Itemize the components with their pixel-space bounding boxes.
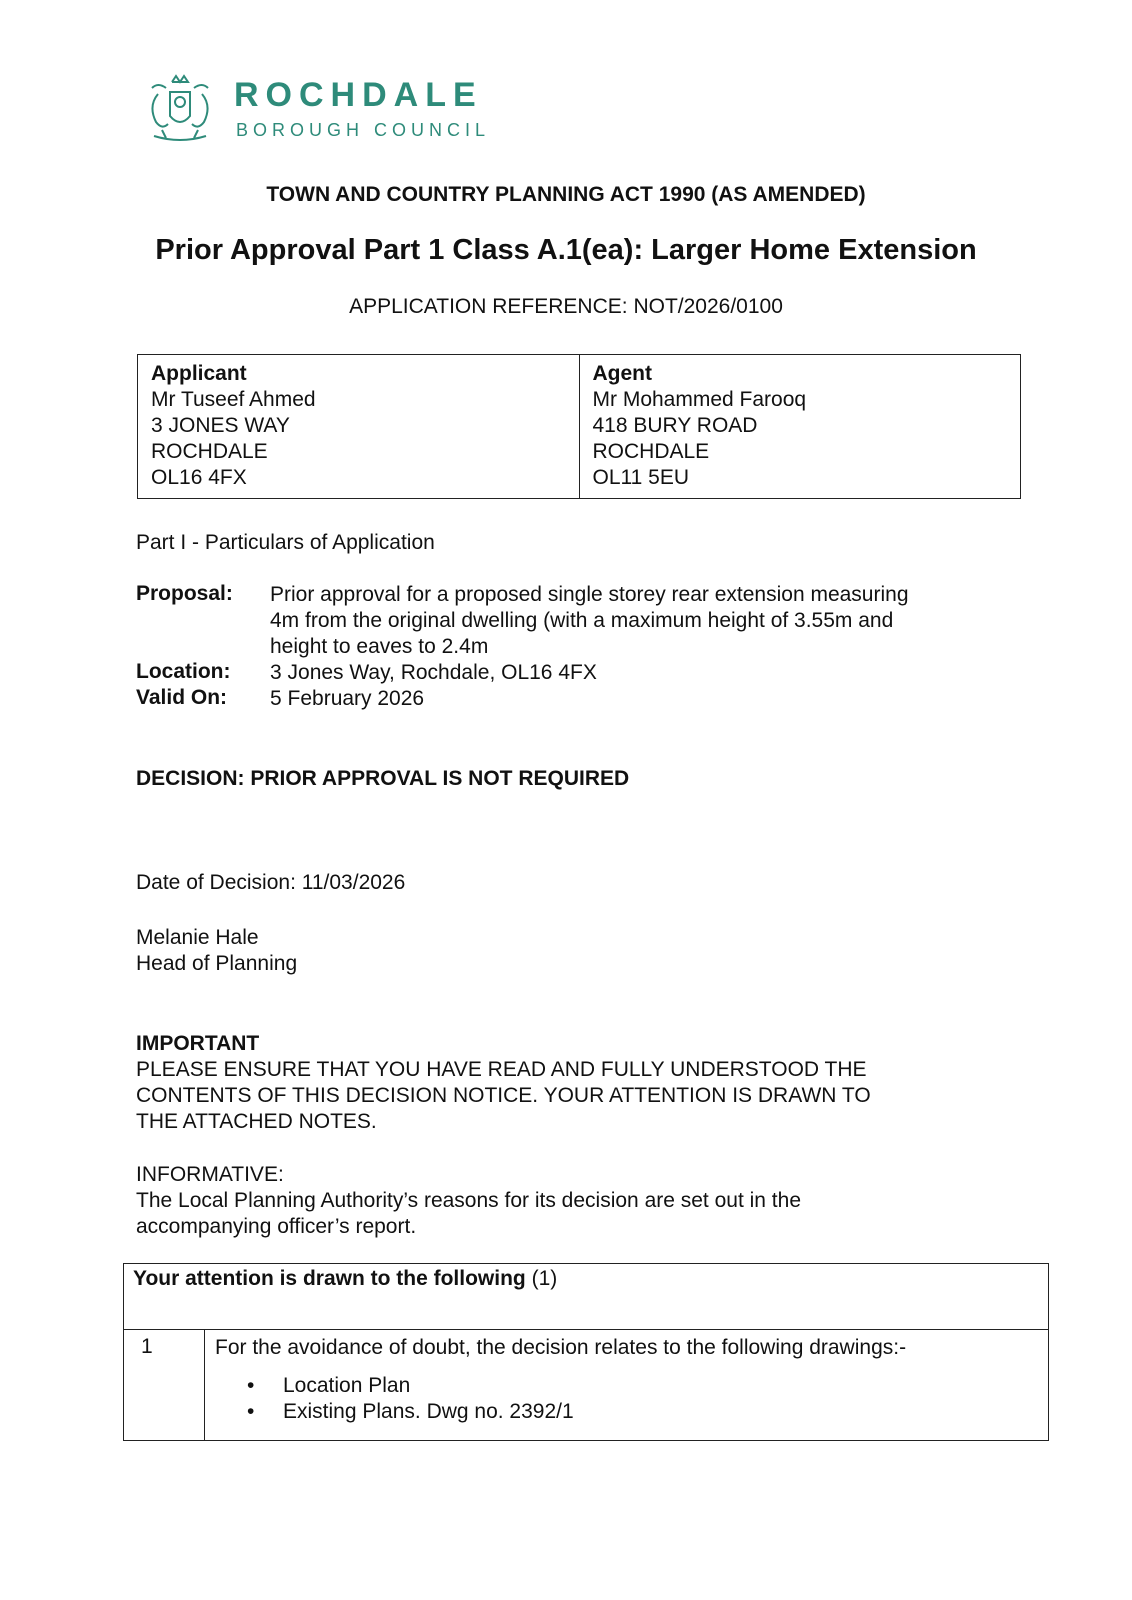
notes-heading: Your attention is drawn to the following — [133, 1267, 526, 1290]
applicant-address-line: 3 JONES WAY — [151, 414, 290, 437]
informative-heading: INFORMATIVE: — [136, 1163, 284, 1186]
decision-text: DECISION: PRIOR APPROVAL IS NOT REQUIRED — [136, 767, 630, 790]
notes-table — [123, 1263, 1049, 1441]
particulars-heading: Part I - Particulars of Application — [136, 531, 435, 554]
council-logo — [144, 72, 524, 148]
agent-name: Mr Mohammed Farooq — [592, 388, 807, 411]
proposal-label: Proposal: — [136, 582, 233, 605]
signer-name: Melanie Hale — [136, 926, 259, 949]
important-line: CONTENTS OF THIS DECISION NOTICE. YOUR ATTENTION IS DRAWN TO — [136, 1084, 871, 1107]
note-text: For the avoidance of doubt, the decision relates to the following drawings:- — [215, 1336, 907, 1359]
important-line: THE ATTACHED NOTES. — [136, 1110, 377, 1133]
note-body — [205, 1330, 1048, 1430]
drawings-list — [215, 1373, 1038, 1425]
agent-cell — [579, 355, 1021, 498]
act-heading: TOWN AND COUNTRY PLANNING ACT 1990 (AS AMENDED) — [266, 183, 866, 206]
agent-address-line: ROCHDALE — [592, 440, 710, 463]
notes-count: (1) — [531, 1267, 558, 1290]
important-notice — [136, 1031, 986, 1135]
note-number: 1 — [124, 1330, 205, 1440]
informative-line: accompanying officer’s report. — [136, 1215, 417, 1238]
applicant-heading: Applicant — [151, 362, 247, 385]
proposal-line: 4m from the original dwelling (with a maximum height of 3.55m and — [270, 609, 894, 632]
date-of-decision: Date of Decision: 11/03/2026 — [136, 871, 406, 894]
agent-postcode: OL11 5EU — [592, 466, 689, 489]
parties-table — [137, 354, 1021, 499]
agent-heading: Agent — [592, 362, 652, 385]
page-title: Prior Approval Part 1 Class A.1(ea): Larger Home Extension — [155, 234, 977, 266]
applicant-postcode: OL16 4FX — [151, 466, 247, 489]
proposal-line: Prior approval for a proposed single storey rear extension measuring — [270, 583, 909, 606]
applicant-name: Mr Tuseef Ahmed — [151, 388, 316, 411]
agent-address-line: 418 BURY ROAD — [592, 414, 758, 437]
applicant-address-line: ROCHDALE — [151, 440, 268, 463]
proposal-line: height to eaves to 2.4m — [270, 635, 489, 658]
valid-on-label: Valid On: — [136, 686, 228, 709]
application-reference: APPLICATION REFERENCE: NOT/2026/0100 — [349, 295, 783, 318]
signer-role: Head of Planning — [136, 952, 298, 975]
council-crest-icon — [144, 72, 216, 146]
applicant-cell — [138, 355, 579, 498]
logo-title: ROCHDALE — [234, 76, 483, 114]
important-line: PLEASE ENSURE THAT YOU HAVE READ AND FULLY UNDERSTOOD THE — [136, 1058, 867, 1081]
valid-on-value: 5 February 2026 — [270, 687, 425, 710]
list-item: • Existing Plans. Dwg no. 2392/1 — [215, 1399, 1038, 1425]
important-heading: IMPORTANT — [136, 1032, 260, 1055]
signatory — [136, 925, 297, 977]
logo-subtitle: BOROUGH COUNCIL — [236, 120, 491, 140]
notes-header — [124, 1264, 1048, 1330]
informative-line: The Local Planning Authority’s reasons for its decision are set out in the — [136, 1189, 801, 1212]
location-label: Location: — [136, 660, 231, 683]
informative-notice — [136, 1162, 986, 1240]
location-value: 3 Jones Way, Rochdale, OL16 4FX — [270, 661, 597, 684]
list-item: • Location Plan — [215, 1373, 1038, 1399]
proposal-text — [270, 582, 990, 660]
